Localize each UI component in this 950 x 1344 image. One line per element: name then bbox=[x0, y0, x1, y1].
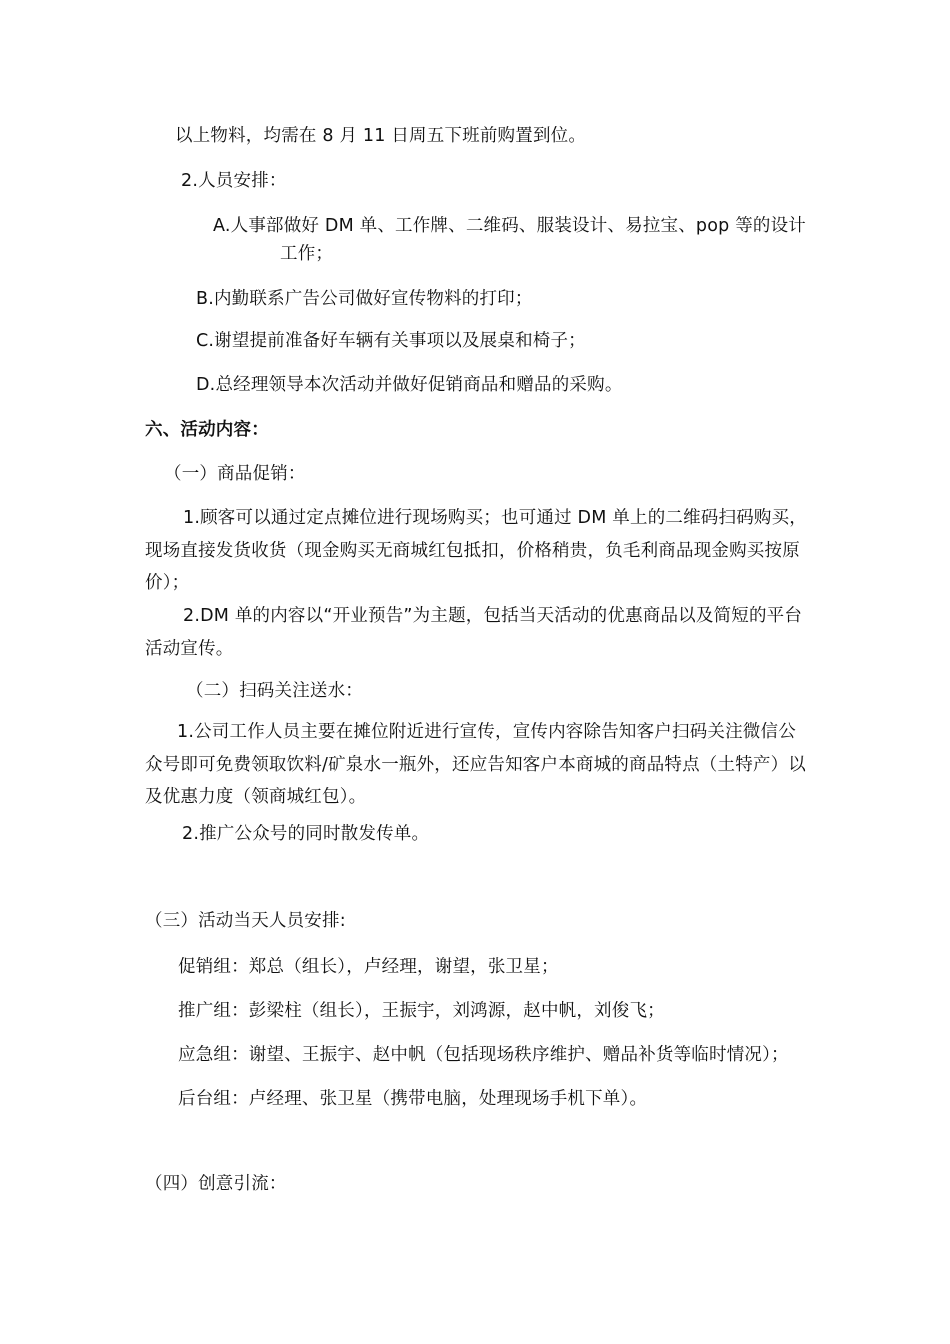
team-marketing: 推广组：彭梁柱（组长），王振宇，刘鸿源，赵中帆，刘俊飞； bbox=[178, 1001, 665, 1021]
staff-arrangement-heading: 2.人员安排： bbox=[181, 171, 287, 191]
team-emergency: 应急组：谢望、王振宇、赵中帆（包括现场秩序维护、赠品补货等临时情况）； bbox=[178, 1045, 789, 1065]
task-d-text: D.总经理领导本次活动并做好促销商品和赠品的采购。 bbox=[196, 375, 623, 395]
task-a-line2: 工作； bbox=[280, 244, 334, 264]
subsection-scan-heading: （二）扫码关注送水： bbox=[186, 681, 363, 701]
team-backend: 后台组：卢经理、张卫星（携带电脑，处理现场手机下单）。 bbox=[178, 1089, 648, 1109]
subsection-promotion-heading: （一）商品促销： bbox=[164, 464, 306, 484]
task-b-text: B.内勤联系广告公司做好宣传物料的打印； bbox=[196, 289, 533, 309]
promotion-item-1: 1.顾客可以通过定点摊位进行现场购买；也可通过 DM 单上的二维码扫码购买，现场直接发货收货（现金购买无商城红包抵扣，价格稍贵，负毛利商品现金购买按原价）； bbox=[145, 508, 807, 593]
scan-item-2: 2.推广公众号的同时散发传单。 bbox=[182, 824, 430, 844]
subsection-staff-heading: （三）活动当天人员安排: bbox=[145, 911, 346, 931]
materials-deadline-text: 以上物料，均需在 8 月 11 日周五下班前购置到位。 bbox=[175, 126, 587, 146]
scan-item-1: 1.公司工作人员主要在摊位附近进行宣传，宣传内容除告知客户扫码关注微信公众号即可免费领取饮料/矿泉水一瓶外，还应告知客户本商城的商品特点（土特产）以及优惠力度（领商城红包）。 bbox=[145, 722, 806, 807]
promotion-item-2: 2.DM 单的内容以“开业预告”为主题，包括当天活动的优惠商品以及简短的平台活动宣传。 bbox=[145, 606, 803, 659]
task-c-text: C.谢望提前准备好车辆有关事项以及展桌和椅子； bbox=[196, 331, 586, 351]
task-a-line1: A.人事部做好 DM 单、工作牌、二维码、服装设计、易拉宝、pop 等的设计 bbox=[213, 216, 807, 236]
section-six-heading: 六、活动内容： bbox=[145, 420, 269, 440]
subsection-creative-heading: （四）创意引流： bbox=[145, 1174, 287, 1194]
team-promotion: 促销组：郑总（组长），卢经理，谢望，张卫星； bbox=[178, 957, 559, 977]
